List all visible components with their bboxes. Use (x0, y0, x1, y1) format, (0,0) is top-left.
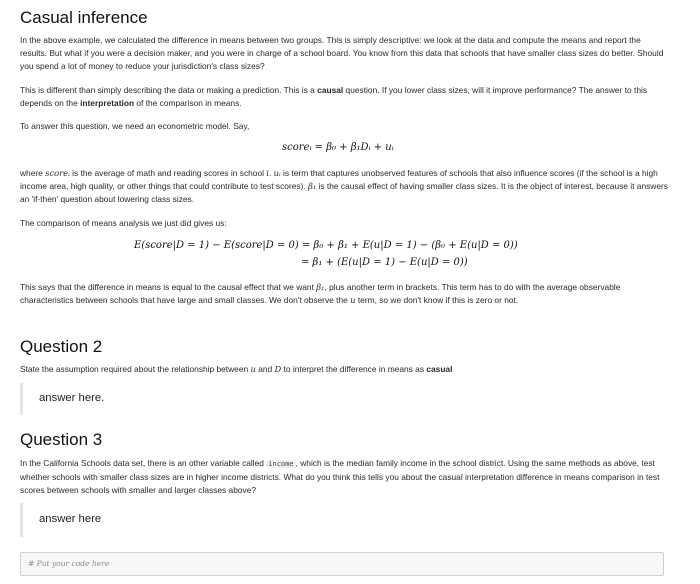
paragraph-comparison: The comparison of means analysis we just did gives us: (20, 218, 227, 228)
equation-comparison-line1: E(score|D = 1) − E(score|D = 0) = β₀ + β₁ + E(u|D = 1) − (β₀ + E(u|D = 0)) (134, 240, 518, 251)
code-cell[interactable] (20, 552, 664, 576)
section-heading-casual-inference: Casual inference (20, 8, 148, 27)
math: D (274, 364, 282, 374)
text: is the average of math and reading scores in school (69, 168, 267, 178)
text: question. If you lower class sizes, will it improve performance? The answer to this depends on the (20, 85, 648, 108)
math: β₁ (308, 181, 317, 191)
text: of the comparison in means. (134, 98, 242, 108)
text: term, so we don't know if this is zero or not. (355, 295, 519, 305)
bold-text: causal (317, 85, 344, 95)
question-2-prompt (20, 363, 670, 376)
text: and (255, 364, 275, 374)
paragraph-causal-question (20, 84, 670, 110)
answer-text: answer here (39, 513, 102, 525)
text: , which is the median family income in the school district. Using the same methods as above, test whether schools with smaller class sizes are in higher income districts. What do you think this tells you about the casual interpretation difference in means comparison in test scores between schools with smaller and larger classes above? (20, 458, 660, 495)
math: scoreᵢ (45, 168, 70, 178)
answer-text: answer here. (39, 392, 105, 404)
bold-text: casual (426, 364, 453, 374)
math: uᵢ (273, 168, 281, 178)
equation-model: scoreᵢ = β₀ + β₁Dᵢ + uᵢ (282, 142, 394, 153)
text: . (268, 168, 274, 178)
inline-code: income (268, 460, 294, 468)
question-3-prompt (20, 457, 670, 497)
paragraph-intro: In the above example, we calculated the difference in means between two groups. This is simply descriptive: we look at the data and compute the means and report the results. But what if you were a decision maker, and you were in charge of a school board. You know from this data that schools that have smaller class sizes do better. Should you spend a lot of money to reduce your jurisdiction's class sizes? (20, 35, 664, 71)
text: is term that captures unobserved features of schools that also influence scores (if the school is a high income area, high quality, or other things that could contribute to test scores). (20, 168, 658, 191)
text: to interpret the difference in means as (281, 364, 427, 374)
math: u (350, 295, 356, 305)
text: State the assumption required about the relationship between (20, 364, 251, 374)
text: , plus another term in brackets. This term has to do with the average observable characteristics between schools that have large and small classes. We don't observe the (20, 282, 621, 305)
equation-comparison-line2: = β₁ + (E(u|D = 1) − E(u|D = 0)) (301, 257, 468, 268)
math: u (250, 364, 256, 374)
text: This is different than simply describing the data or making a prediction. This is a (20, 85, 318, 95)
question-2-answer-block[interactable] (20, 383, 663, 415)
question-3-answer-block[interactable] (20, 503, 663, 537)
math: i (266, 168, 269, 178)
section-heading-question-3: Question 3 (20, 430, 103, 449)
text: This says that the difference in means is equal to the causal effect that we want (20, 282, 317, 292)
text: where (20, 168, 46, 178)
bold-text: interpretation (80, 98, 135, 108)
math: β₁ (316, 282, 325, 292)
text: is the causal effect of having smaller class sizes. It is the object of interest, because it answers an 'if-then' question about lowering class sizes. (20, 181, 668, 204)
paragraph-where (20, 167, 670, 206)
paragraph-model-intro: To answer this question, we need an econometric model. Say, (20, 121, 250, 131)
text: In the California Schools data set, there is an other variable called (20, 458, 267, 468)
section-heading-question-2: Question 2 (20, 337, 103, 356)
paragraph-interpretation (20, 281, 670, 307)
code-cell-placeholder[interactable]: # Put your code here (28, 559, 110, 568)
